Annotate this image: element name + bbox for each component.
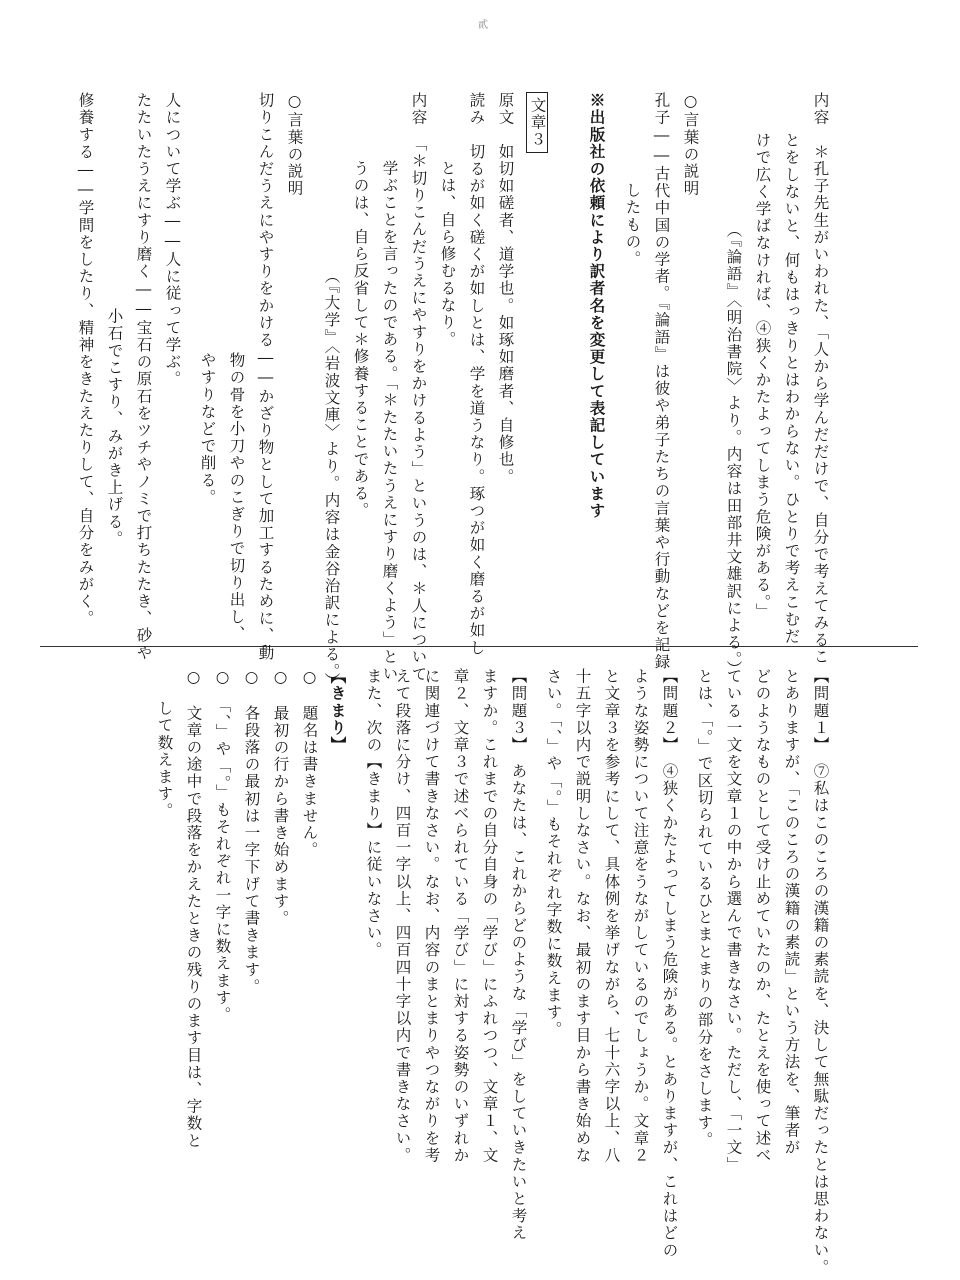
passage-line-3: けで広く学ばなければ、④狭くかたよってしまう危険がある。」 bbox=[753, 132, 772, 621]
passage-line-16: ○言葉の説明 bbox=[285, 92, 304, 198]
passage-line-19: やすりなどで削る。 bbox=[198, 352, 217, 506]
question-line-1: 【問題１】 ⑦私はこのころの漢籍の素読を、決して無駄だったとは思わない。 bbox=[811, 668, 830, 1276]
passage-line-21: たたいたうえにすり磨く――宝石の原石をツチやノミで打ちたたき、砂や bbox=[134, 92, 153, 662]
question-line-15: えて段落に分け、四百一字以上、四百四十字以内で書きなさい。 bbox=[393, 668, 412, 1164]
question-line-22: ○ 文章の途中で段落をかえたときの残りのます目は、字数と bbox=[184, 668, 203, 1150]
question-line-19: ○ 最初の行から書き始めます。 bbox=[271, 668, 290, 927]
question-line-12: ますか。これまでの自分自身の「学び」にふれつつ、文章１、文 bbox=[480, 668, 499, 1164]
passage-line-15: （『大学』〈岩波文庫〉より。内容は金谷治訳による。） bbox=[322, 268, 341, 690]
passage-line-10: 読み 切るが如く磋くが如しとは、学を道うなり。琢つが如く磨るが如し bbox=[467, 92, 486, 657]
passage-3-heading: 文章３ bbox=[526, 92, 548, 153]
question-line-16: また、次の【きまり】に従いなさい。 bbox=[364, 668, 383, 959]
question-line-9: 十五字以内で説明しなさい。なお、最初のます目から書き始めな bbox=[573, 668, 592, 1164]
question-line-21: ○ 「、」や「。」もそれぞれ一字に数えます。 bbox=[213, 668, 232, 1024]
question-line-17: 【きまり】 bbox=[328, 668, 348, 754]
question-line-10: さい。「、」や「。」もそれぞれ字数に数えます。 bbox=[544, 668, 563, 1039]
passage-line-6: 孔子――古代中国の学者。『論語』は彼や弟子たちの言葉や行動などを記録 bbox=[652, 92, 671, 671]
question-line-2: とありますが、「このころの漢籍の素読」という方法を、筆者が bbox=[782, 668, 801, 1157]
page-mark: 貳 bbox=[478, 20, 488, 31]
question-line-13: 章２、文章３で述べられている「学び」に対する姿勢のいずれか bbox=[451, 668, 470, 1164]
passage-line-5: ○言葉の説明 bbox=[681, 92, 700, 198]
question-line-5: とは、「。」で区切られているひとまとまりの部分をさします。 bbox=[695, 668, 714, 1149]
passage-line-7: したもの。 bbox=[623, 182, 642, 268]
passage-line-14: うのは、自ら反省して＊修養することである。 bbox=[351, 160, 370, 520]
passage-line-23: 修養する――学問をしたり、精神をきたえたりして、自分をみがく。 bbox=[76, 92, 95, 628]
question-line-4: ている一文を文章１の中から選んで書きなさい。ただし、「一文」 bbox=[724, 668, 743, 1174]
question-line-18: ○ 題名は書きません。 bbox=[300, 668, 319, 859]
passage-line-2: とをしないと、何もはっきりとはわからない。ひとりで考えこむだ bbox=[782, 132, 801, 645]
question-line-7: ような姿勢について注意をうながしているのでしょうか。文章２ bbox=[631, 668, 650, 1164]
question-line-23: して数えます。 bbox=[155, 700, 174, 820]
passage-line-4: （『論語』〈明治書院〉より。内容は田部井文雄訳による。） bbox=[724, 222, 743, 678]
passage-line-12: 内容 「＊切りこんだうえにやすりをかけるよう」というのは、＊人について bbox=[409, 92, 428, 683]
passage-line-1: 内容 ＊孔子先生がいわれた、「人から学んだだけで、自分で考えてみるこ bbox=[811, 92, 830, 666]
question-line-6: 【問題２】 ④狭くかたよってしまう危険がある。とありますが、これはどの bbox=[660, 668, 679, 1259]
question-line-8: と文章３を参考にして、具体例を挙げながら、七十六字以上、八 bbox=[602, 668, 621, 1164]
passage-line-9: 原文 如切如磋者、道学也。如琢如磨者、自修也。 bbox=[496, 92, 515, 486]
passage-line-11: とは、自ら修むるなり。 bbox=[438, 160, 457, 349]
question-line-11: 【問題３】 あなたは、これからどのような「学び」をしていきたいと考え bbox=[509, 668, 528, 1242]
question-line-14: に関連づけて書きなさい。なお、内容のまとまりやつながりを考 bbox=[422, 668, 441, 1164]
passage-line-18: 物の骨を小刀やのこぎりで切り出し、 bbox=[227, 352, 246, 643]
passage-line-8: ※出版社の依頼により訳者名を変更して表記しています bbox=[587, 92, 607, 520]
question-line-3: どのようなものとして受け止めていたのか、たとえを使って述べ bbox=[753, 668, 772, 1164]
passage-line-13: 学ぶことを言ったのである。「＊たたいたうえにすり磨くよう」とい bbox=[380, 160, 399, 683]
passage-line-20: 人について学ぶ――人に従って学ぶ。 bbox=[163, 92, 182, 388]
passage-line-17: 切りこんだうえにやすりをかける――かざり物として加工するために、動 bbox=[256, 92, 275, 662]
passage-line-22: 小石でこすり、みがき上げる。 bbox=[105, 308, 124, 548]
question-line-20: ○ 各段落の最初は一字下げて書きます。 bbox=[242, 668, 261, 996]
